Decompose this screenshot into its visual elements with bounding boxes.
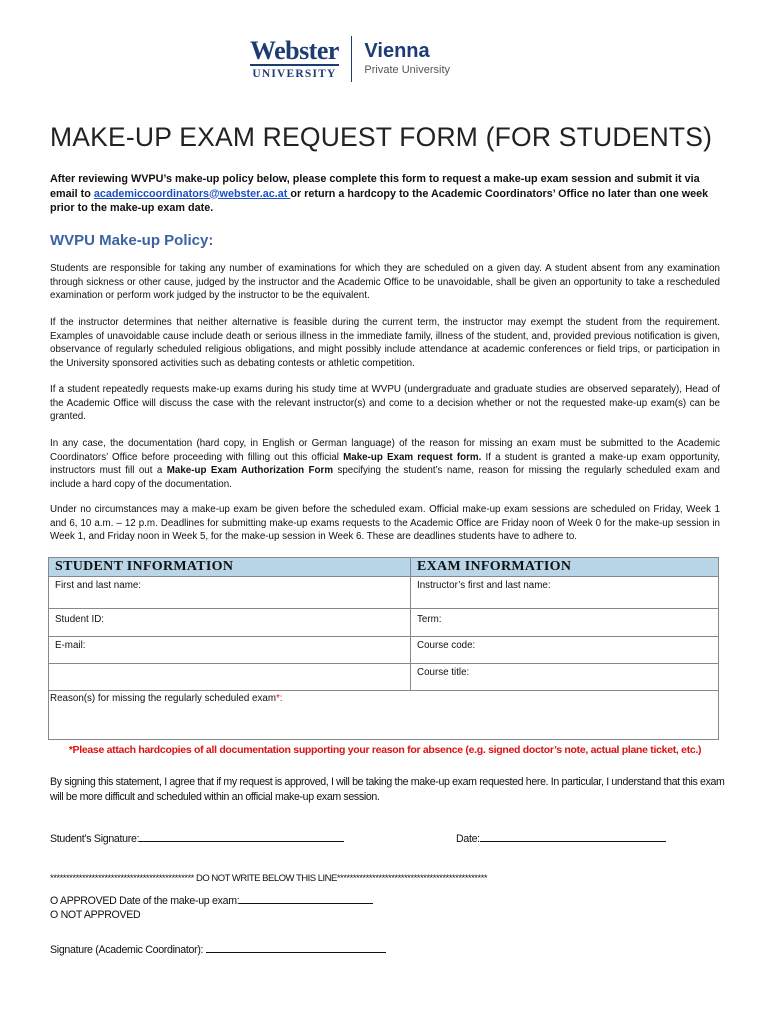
student-info-header: STUDENT INFORMATION [49,558,411,577]
term-label: Term: [417,614,442,625]
empty-student-cell [49,664,411,691]
instructor-field[interactable] [411,577,719,609]
reason-asterisk: *: [275,693,283,704]
exam-info-header: EXAM INFORMATION [411,558,719,577]
date-line[interactable] [480,831,666,842]
reason-field[interactable] [49,691,719,740]
not-approved-row: O NOT APPROVED [50,909,141,921]
p4-text-a: In any case, the documentation (hard copy, in English or German language) of the reason for missing an exam must be submitted to the Academic Coordinators’ Office before proceeding with filling out this official [50,438,720,463]
course-code-field[interactable] [411,637,719,664]
course-title-field[interactable] [411,664,719,691]
student-id-field[interactable] [49,609,411,637]
intro-text [50,172,720,216]
attachment-note: *Please attach hardcopies of all documentation supporting your reason for absence (e.g. signed doctor’s note, actual plane ticket, etc.) [68,744,702,756]
coordinator-email-link[interactable]: academiccoordinators@webster.ac.at [93,187,291,200]
name-label: First and last name: [55,580,142,591]
policy-heading: WVPU Make-up Policy: [50,232,214,249]
intro-after: or return a hardcopy to the Academic Coordinators’ Office no later than one week prior to the make-up exam date. [50,187,709,214]
approved-label: O APPROVED Date of the make-up exam: [50,895,240,907]
logo-divider [351,36,353,82]
policy-paragraph-5: Under no circumstances may a make-up exam be given before the scheduled exam. Official make-up exam sessions are scheduled on Friday, Week 1 and 6, 10 a.m. – 12 p.m. Deadlines for submitting make-up exams requests to the Academic Office are Friday noon of Week 0 for the make-up session in Week 1, and Friday noon in Week 5, for the make-up session in Week 6. These are deadlines students have to adhere to. [50,504,720,542]
term-field[interactable] [411,609,719,637]
agreement-statement: By signing this statement, I agree that if my request is approved, I will be taking the make-up exam requested here. In particular, I understand that this exam will be more difficult and scheduled within an official make-up exam session. [50,776,725,803]
reason-label-wrap [50,691,712,704]
logo-name-bottom: UNIVERSITY [250,64,339,81]
email-label: E-mail: [55,640,86,651]
reason-label: Reason(s) for missing the regularly scheduled exam [50,693,276,704]
approved-row [50,893,373,907]
date-row [456,831,666,845]
information-table [48,557,719,740]
coordinator-signature-line[interactable] [206,942,386,953]
makeup-date-line[interactable] [239,893,373,904]
student-signature-label: Student’s Signature: [50,833,140,845]
course-code-label: Course code: [417,640,476,651]
coordinator-signature-label: Signature (Academic Coordinator): [50,944,204,956]
p4-text-e: specifying the student’s name, reason for missing the regularly scheduled exam and include a hard copy of the documentation. [50,465,720,490]
student-id-label: Student ID: [55,614,105,625]
vienna-wordmark [364,40,450,78]
university-logo [250,34,450,84]
do-not-write-divider: ********************************************* DO NOT WRITE BELOW THIS LINE*********************************************** [50,873,488,884]
webster-wordmark [250,35,339,81]
policy-paragraph-1: Students are responsible for taking any number of examinations for which they are scheduled on a given day. A student absent from any examination through sickness or other cause, judged by the instructor and the Academic Office to be unavoidable, shall be given an opportunity to take a rescheduled examination or perform work judged by the instructor to be the equivalent. [50,263,720,301]
student-signature-line[interactable] [139,831,344,842]
intro-before: After reviewing WVPU’s make-up policy below, please complete this form to request a make-up exam session and submit it via email to [50,173,700,200]
date-label: Date: [456,833,480,845]
logo-campus-sub: Private University [364,64,450,76]
policy-paragraph-3: If a student repeatedly requests make-up exams during his study time at WVPU (undergraduate and graduate studies are observed separately), Head of the Academic Office will discuss the case with the relevant instructor(s) and come to a decision whether or not the requested make-up exam(s) can be granted. [50,384,720,422]
p4-request-form-name: Make-up Exam request form. [343,451,482,463]
logo-campus: Vienna [364,40,430,62]
p4-text-c: If a student is granted a make-up exam opportunity, instructors must fill out a [50,451,720,476]
email-field[interactable] [49,637,411,664]
instructor-label: Instructor’s first and last name: [417,580,551,591]
student-signature-row [50,831,344,845]
policy-paragraph-4 [50,437,720,491]
name-field[interactable] [49,577,411,609]
p4-authorization-form-name: Make-up Exam Authorization Form [166,465,334,476]
coordinator-signature-row [50,942,386,956]
course-title-label: Course title: [417,667,470,678]
logo-name-top: Webster [250,35,339,65]
policy-paragraph-2: If the instructor determines that neither alternative is feasible during the current term, the instructor may exempt the student from the requirement. Examples of unavoidable cause include death or serious illness in the immediate family, illness of the student, and, provided previous notification is given, observance of regularly scheduled religious obligations, and might possibly include attendance at academic conferences or field trips, or participation in the University sponsored activities such as debating contests or athletic competition. [50,317,720,369]
page-title: MAKE-UP EXAM REQUEST FORM (FOR STUDENTS) [50,122,713,152]
